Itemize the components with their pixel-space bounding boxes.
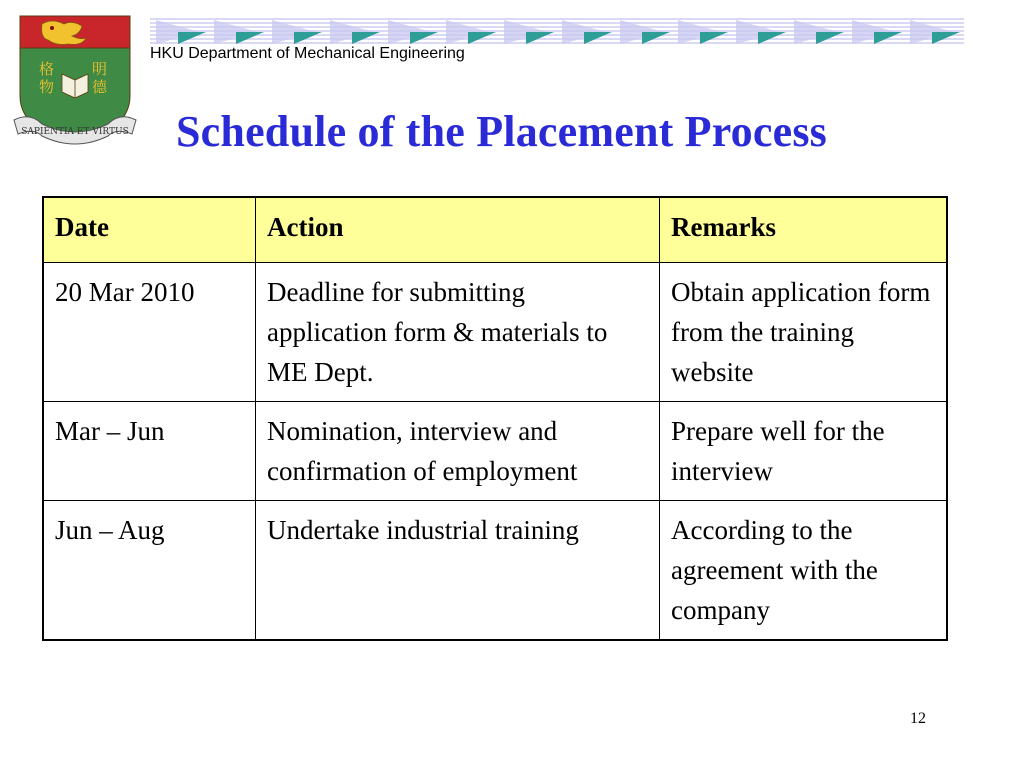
crest-motto: SAPIENTIA ET VIRTUS xyxy=(21,127,129,137)
cell-date: Jun – Aug xyxy=(43,501,256,641)
crest-char-1: 格 xyxy=(39,60,55,78)
table-row xyxy=(43,402,947,501)
header-decorative-band xyxy=(150,18,964,46)
header-date: Date xyxy=(43,197,256,263)
cell-remarks: Obtain application form from the training website xyxy=(660,263,948,402)
cell-date: 20 Mar 2010 xyxy=(43,263,256,402)
table-row xyxy=(43,263,947,402)
cell-remarks: According to the agreement with the company xyxy=(660,501,948,641)
header-remarks: Remarks xyxy=(660,197,948,263)
department-name: HKU Department of Mechanical Engineering xyxy=(150,45,465,62)
header-action: Action xyxy=(256,197,660,263)
crest-char-4: 德 xyxy=(92,78,108,96)
hku-crest-logo xyxy=(12,12,138,150)
cell-remarks: Prepare well for the interview xyxy=(660,402,948,501)
cell-date: Mar – Jun xyxy=(43,402,256,501)
slide-title: Schedule of the Placement Process xyxy=(176,107,827,156)
crest-char-2: 明 xyxy=(92,60,108,78)
page-number: 12 xyxy=(910,710,926,727)
cell-action: Deadline for submitting application form & materials to ME Dept. xyxy=(256,263,660,402)
schedule-table xyxy=(42,196,948,641)
cell-action: Undertake industrial training xyxy=(256,501,660,641)
crest-char-3: 物 xyxy=(39,78,55,96)
cell-action: Nomination, interview and confirmation of employment xyxy=(256,402,660,501)
table-row xyxy=(43,501,947,641)
table-header-row xyxy=(43,197,947,263)
